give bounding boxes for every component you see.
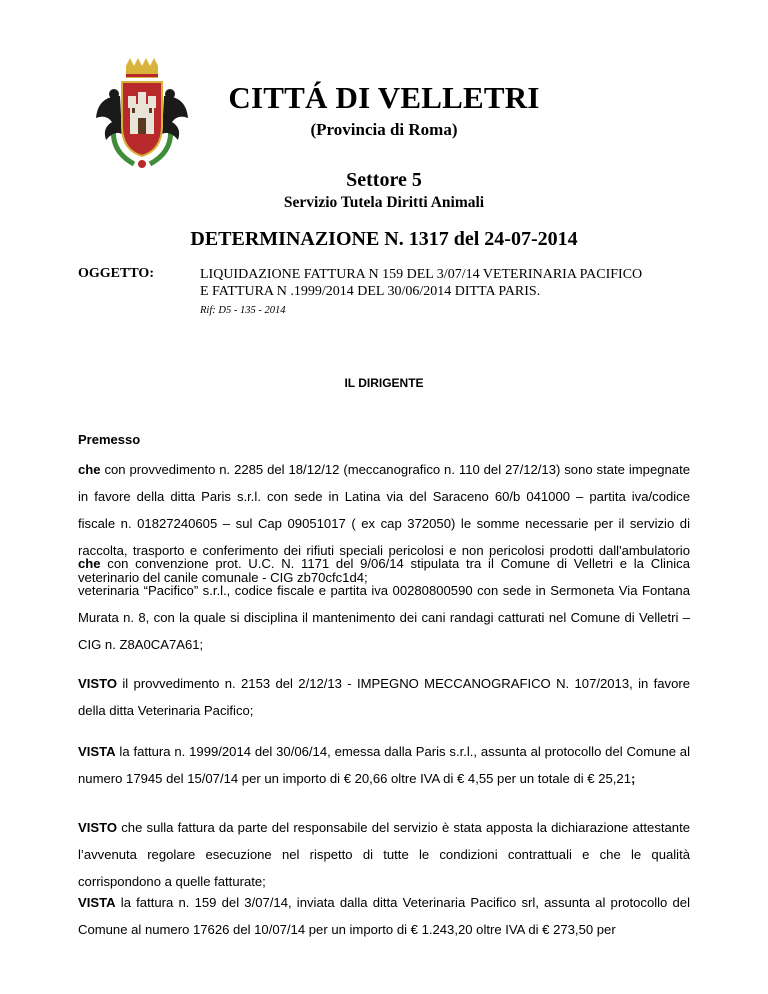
- service-heading: Servizio Tutela Diritti Animali: [283, 194, 485, 211]
- subject-label: OGGETTO:: [78, 266, 154, 281]
- premesso-heading: Premesso: [78, 432, 141, 447]
- director-heading: IL DIRIGENTE: [344, 376, 424, 390]
- paragraph-keyword: VISTO: [78, 676, 118, 691]
- subject-line-2: E FATTURA N .1999/2014 DEL 30/06/2014 DITTA PARIS.: [200, 284, 541, 299]
- paragraph-vista-fattura-pacifico: [78, 889, 690, 943]
- paragraph-text: il provvedimento n. 2153 del 2/12/13 - IMPEGNO MECCANOGRAFICO N. 107/2013, in favore della ditta Veterinaria Pacifico;: [78, 676, 690, 718]
- paragraph-keyword: che: [78, 556, 101, 571]
- paragraph-visto-provvedimento: [78, 670, 690, 724]
- subject-text: [200, 266, 720, 300]
- sector-heading: Settore 5: [346, 169, 422, 191]
- paragraph-visto-dichiarazione: [78, 814, 690, 895]
- paragraph-vista-fattura-paris: [78, 738, 690, 792]
- paragraph-che-pacifico: [78, 550, 690, 658]
- paragraph-keyword: VISTA: [78, 744, 116, 759]
- province-subtitle: (Provincia di Roma): [310, 120, 458, 139]
- subject-line-1: LIQUIDAZIONE FATTURA N 159 DEL 3/07/14 VETERINARIA PACIFICO: [200, 267, 643, 282]
- paragraph-text: che sulla fattura da parte del responsabile del servizio è stata apposta la dichiarazione attestante l’avvenuta regolare esecuzione nel rispetto di tutte le condizioni contrattuali e che le qualità corrispondono a quelle fatturate;: [78, 820, 690, 889]
- determination-number: DETERMINAZIONE N. 1317 del 24-07-2014: [190, 228, 578, 250]
- reference-code: Rif: D5 - 135 - 2014: [200, 305, 286, 316]
- city-title: CITTÁ DI VELLETRI: [228, 80, 540, 115]
- paragraph-text: la fattura n. 1999/2014 del 30/06/14, emessa dalla Paris s.r.l., assunta al protocollo del Comune al numero 17945 del 15/07/14 per un importo di € 20,66 oltre IVA di € 4,55 per un totale di € 25,21: [78, 744, 690, 786]
- paragraph-text: la fattura n. 159 del 3/07/14, inviata dalla ditta Veterinaria Pacifico srl, assunta al protocollo del Comune al numero 17626 del 10/07/14 per un importo di € 1.243,20 oltre IVA di € 273,50 per: [78, 895, 690, 937]
- paragraph-keyword: che: [78, 462, 101, 477]
- paragraph-text: con provvedimento n. 2285 del 18/12/12 (meccanografico n. 110 del 27/12/13) sono state impegnate in favore della ditta Paris s.r.l. con sede in Latina via del Saraceno 60/b 041000 – partita iva/codice fiscale n. 01827240605 – sul Cap 09051017 ( ex cap 372050) le somme necessarie per il servizio di raccolta, trasporto e conferimento dei rifiuti speciali pericolosi e non pericolosi prodotti dall'ambulatorio veterinario del canile comunale - CIG zb70cfc1d4;: [78, 462, 690, 585]
- paragraph-keyword: VISTO: [78, 820, 118, 835]
- paragraph-tail: ;: [631, 771, 636, 786]
- paragraph-keyword: VISTA: [78, 895, 116, 910]
- paragraph-text: con convenzione prot. U.C. N. 1171 del 9/06/14 stipulata tra il Comune di Velletri e la Clinica veterinaria “Pacifico” s.r.l., codice fiscale e partita iva 00280800590 con sede in Sermoneta Via Fontana Murata n. 8, con la quale si disciplina il mantenimento dei cani randagi catturati nel Comune di Velletri – CIG n. Z8A0CA7A61;: [78, 556, 690, 652]
